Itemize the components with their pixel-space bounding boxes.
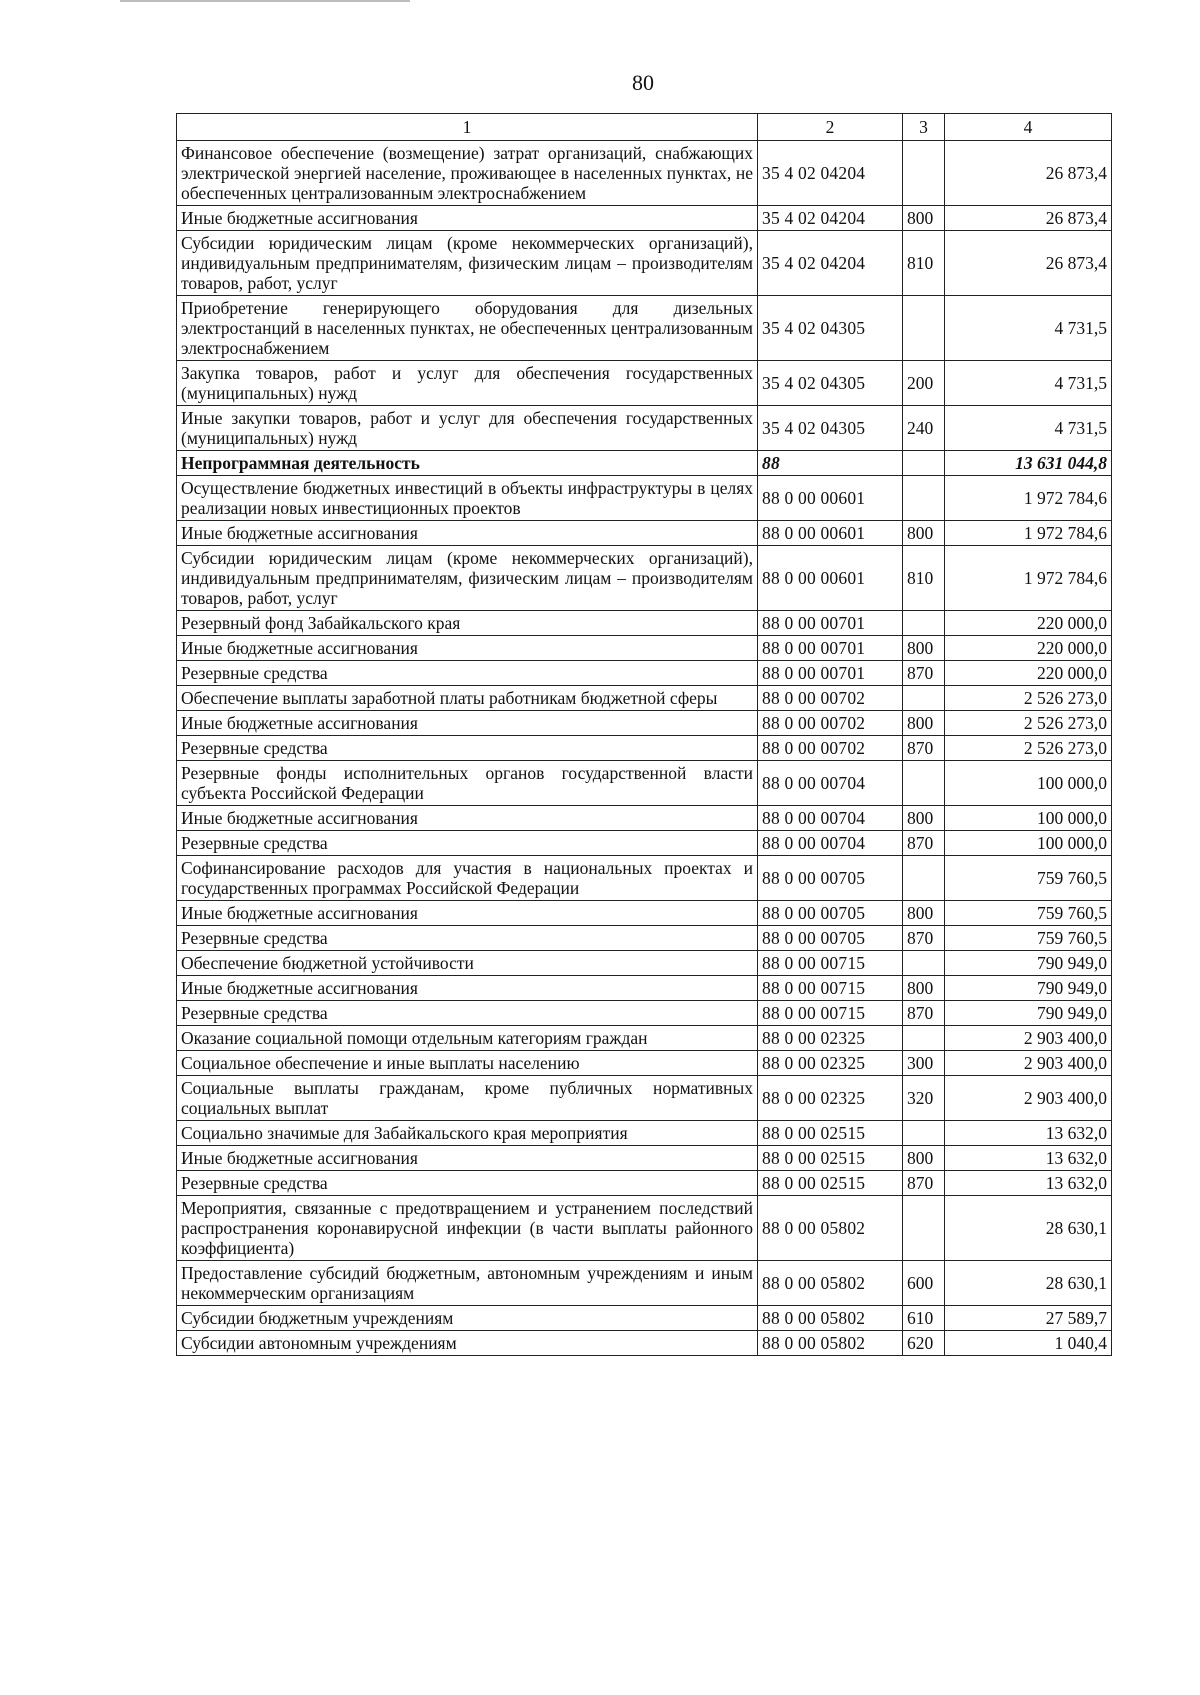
row-type-cell: 600 (903, 1261, 945, 1306)
table-row (177, 296, 1112, 361)
row-type-cell: 870 (903, 1001, 945, 1026)
row-name-cell: Финансовое обеспечение (возмещение) затрат организаций, снабжающих электрической энергией население, проживающее в населенных пунктах, не обеспеченных централизованным электроснабжением (177, 141, 758, 206)
row-code-cell: 88 0 00 00705 (758, 901, 903, 926)
row-name-cell: Непрограммная деятельность (177, 451, 758, 476)
header-col-3: 3 (903, 114, 945, 141)
row-type-cell: 800 (903, 1146, 945, 1171)
row-name-cell: Резервные средства (177, 926, 758, 951)
table-row (177, 1196, 1112, 1261)
row-amount-cell: 2 903 400,0 (945, 1026, 1112, 1051)
row-type-cell: 800 (903, 521, 945, 546)
row-name-cell: Иные бюджетные ассигнования (177, 206, 758, 231)
scan-edge-mark (120, 0, 410, 2)
row-amount-cell: 4 731,5 (945, 361, 1112, 406)
row-code-cell: 88 0 00 02325 (758, 1076, 903, 1121)
row-amount-cell: 220 000,0 (945, 611, 1112, 636)
row-type-cell: 320 (903, 1076, 945, 1121)
row-amount-cell: 27 589,7 (945, 1306, 1112, 1331)
row-amount-cell: 790 949,0 (945, 951, 1112, 976)
table-row (177, 831, 1112, 856)
row-name-cell: Резервные средства (177, 661, 758, 686)
row-type-cell (903, 686, 945, 711)
row-code-cell: 88 0 00 02325 (758, 1051, 903, 1076)
row-type-cell: 800 (903, 636, 945, 661)
row-type-cell (903, 761, 945, 806)
row-name-cell: Предоставление субсидий бюджетным, автономным учреждениям и иным некоммерческим организациям (177, 1261, 758, 1306)
row-amount-cell: 13 632,0 (945, 1171, 1112, 1196)
row-type-cell: 810 (903, 546, 945, 611)
row-type-cell: 300 (903, 1051, 945, 1076)
row-code-cell: 35 4 02 04305 (758, 406, 903, 451)
row-type-cell: 800 (903, 711, 945, 736)
table-row (177, 1306, 1112, 1331)
row-type-cell: 800 (903, 976, 945, 1001)
table-row (177, 476, 1112, 521)
row-code-cell: 88 0 00 02325 (758, 1026, 903, 1051)
row-amount-cell: 13 632,0 (945, 1121, 1112, 1146)
row-amount-cell: 28 630,1 (945, 1261, 1112, 1306)
row-code-cell: 35 4 02 04305 (758, 296, 903, 361)
row-amount-cell: 2 903 400,0 (945, 1051, 1112, 1076)
row-amount-cell: 759 760,5 (945, 856, 1112, 901)
table-row (177, 546, 1112, 611)
row-code-cell: 88 0 00 00705 (758, 926, 903, 951)
row-code-cell: 88 0 00 00702 (758, 686, 903, 711)
row-name-cell: Иные закупки товаров, работ и услуг для обеспечения государственных (муниципальных) нужд (177, 406, 758, 451)
page-number: 80 (632, 70, 654, 95)
row-name-cell: Обеспечение бюджетной устойчивости (177, 951, 758, 976)
row-type-cell: 620 (903, 1331, 945, 1356)
table-row (177, 711, 1112, 736)
row-name-cell: Социальное обеспечение и иные выплаты населению (177, 1051, 758, 1076)
table-row (177, 1121, 1112, 1146)
row-amount-cell: 790 949,0 (945, 1001, 1112, 1026)
row-code-cell: 88 0 00 02515 (758, 1171, 903, 1196)
table-row (177, 1026, 1112, 1051)
row-name-cell: Резервные фонды исполнительных органов государственной власти субъекта Российской Федерации (177, 761, 758, 806)
row-amount-cell: 100 000,0 (945, 831, 1112, 856)
row-type-cell: 870 (903, 831, 945, 856)
table-row (177, 361, 1112, 406)
table-row (177, 231, 1112, 296)
row-name-cell: Субсидии юридическим лицам (кроме некоммерческих организаций), индивидуальным предпринимателям, физическим лицам – производителям товаров, работ, услуг (177, 546, 758, 611)
row-name-cell: Резервные средства (177, 1001, 758, 1026)
table-row (177, 451, 1112, 476)
row-type-cell: 870 (903, 736, 945, 761)
row-amount-cell: 100 000,0 (945, 806, 1112, 831)
table-row (177, 1261, 1112, 1306)
table-row (177, 521, 1112, 546)
row-name-cell: Закупка товаров, работ и услуг для обеспечения государственных (муниципальных) нужд (177, 361, 758, 406)
row-amount-cell: 13 631 044,8 (945, 451, 1112, 476)
table-row (177, 206, 1112, 231)
row-amount-cell: 220 000,0 (945, 636, 1112, 661)
row-name-cell: Иные бюджетные ассигнования (177, 1146, 758, 1171)
row-code-cell: 35 4 02 04204 (758, 231, 903, 296)
row-name-cell: Субсидии бюджетным учреждениям (177, 1306, 758, 1331)
row-code-cell: 88 0 00 00601 (758, 476, 903, 521)
budget-table (176, 113, 1112, 1356)
table-row (177, 1001, 1112, 1026)
row-code-cell: 88 0 00 00705 (758, 856, 903, 901)
row-code-cell: 88 0 00 00601 (758, 521, 903, 546)
row-type-cell (903, 1196, 945, 1261)
row-name-cell: Обеспечение выплаты заработной платы работникам бюджетной сферы (177, 686, 758, 711)
header-row (177, 114, 1112, 141)
table-row (177, 951, 1112, 976)
row-code-cell: 88 0 00 00715 (758, 951, 903, 976)
row-code-cell: 35 4 02 04204 (758, 141, 903, 206)
row-name-cell: Иные бюджетные ассигнования (177, 806, 758, 831)
row-type-cell: 800 (903, 806, 945, 831)
row-amount-cell: 13 632,0 (945, 1146, 1112, 1171)
row-amount-cell: 4 731,5 (945, 296, 1112, 361)
header-col-2: 2 (758, 114, 903, 141)
row-code-cell: 88 (758, 451, 903, 476)
row-amount-cell: 100 000,0 (945, 761, 1112, 806)
table-row (177, 636, 1112, 661)
row-code-cell: 88 0 00 02515 (758, 1121, 903, 1146)
row-amount-cell: 759 760,5 (945, 926, 1112, 951)
row-name-cell: Резервные средства (177, 736, 758, 761)
row-type-cell: 870 (903, 1171, 945, 1196)
row-type-cell: 870 (903, 661, 945, 686)
row-code-cell: 88 0 00 00702 (758, 736, 903, 761)
row-type-cell (903, 856, 945, 901)
row-amount-cell: 1 972 784,6 (945, 546, 1112, 611)
row-amount-cell: 28 630,1 (945, 1196, 1112, 1261)
row-amount-cell: 26 873,4 (945, 231, 1112, 296)
row-type-cell (903, 1121, 945, 1146)
table-row (177, 976, 1112, 1001)
table-row (177, 686, 1112, 711)
table-row (177, 806, 1112, 831)
row-type-cell (903, 451, 945, 476)
row-type-cell: 610 (903, 1306, 945, 1331)
table-row (177, 901, 1112, 926)
row-code-cell: 88 0 00 00701 (758, 636, 903, 661)
row-amount-cell: 1 040,4 (945, 1331, 1112, 1356)
row-code-cell: 88 0 00 00715 (758, 1001, 903, 1026)
table-row (177, 406, 1112, 451)
row-name-cell: Иные бюджетные ассигнования (177, 521, 758, 546)
row-name-cell: Субсидии юридическим лицам (кроме некоммерческих организаций), индивидуальным предпринимателям, физическим лицам – производителям товаров, работ, услуг (177, 231, 758, 296)
table-row (177, 1171, 1112, 1196)
row-code-cell: 88 0 00 00704 (758, 761, 903, 806)
row-amount-cell: 1 972 784,6 (945, 521, 1112, 546)
row-name-cell: Мероприятия, связанные с предотвращением и устранением последствий распространения коронавирусной инфекции (в части выплаты районного коэффициента) (177, 1196, 758, 1261)
row-name-cell: Оказание социальной помощи отдельным категориям граждан (177, 1026, 758, 1051)
header-col-4: 4 (945, 114, 1112, 141)
row-code-cell: 88 0 00 00601 (758, 546, 903, 611)
row-code-cell: 88 0 00 00701 (758, 611, 903, 636)
row-amount-cell: 759 760,5 (945, 901, 1112, 926)
row-code-cell: 35 4 02 04305 (758, 361, 903, 406)
table-row (177, 926, 1112, 951)
header-col-1: 1 (177, 114, 758, 141)
row-type-cell (903, 141, 945, 206)
row-code-cell: 88 0 00 05802 (758, 1196, 903, 1261)
row-name-cell: Иные бюджетные ассигнования (177, 901, 758, 926)
row-name-cell: Софинансирование расходов для участия в национальных проектах и государственных программах Российской Федерации (177, 856, 758, 901)
table-row (177, 761, 1112, 806)
table-row (177, 736, 1112, 761)
row-code-cell: 88 0 00 00704 (758, 831, 903, 856)
row-amount-cell: 1 972 784,6 (945, 476, 1112, 521)
table-row (177, 661, 1112, 686)
row-name-cell: Социальные выплаты гражданам, кроме публичных нормативных социальных выплат (177, 1076, 758, 1121)
row-type-cell: 810 (903, 231, 945, 296)
row-type-cell: 200 (903, 361, 945, 406)
row-name-cell: Иные бюджетные ассигнования (177, 636, 758, 661)
table-row (177, 1076, 1112, 1121)
row-amount-cell: 790 949,0 (945, 976, 1112, 1001)
row-name-cell: Иные бюджетные ассигнования (177, 711, 758, 736)
row-code-cell: 88 0 00 00715 (758, 976, 903, 1001)
row-name-cell: Субсидии автономным учреждениям (177, 1331, 758, 1356)
row-code-cell: 88 0 00 00701 (758, 661, 903, 686)
row-type-cell (903, 1026, 945, 1051)
row-type-cell: 800 (903, 901, 945, 926)
row-code-cell: 88 0 00 00704 (758, 806, 903, 831)
table-body (177, 141, 1112, 1356)
row-name-cell: Социально значимые для Забайкальского края мероприятия (177, 1121, 758, 1146)
table-row (177, 856, 1112, 901)
row-name-cell: Резервные средства (177, 1171, 758, 1196)
row-type-cell (903, 476, 945, 521)
row-type-cell: 240 (903, 406, 945, 451)
row-amount-cell: 2 526 273,0 (945, 686, 1112, 711)
row-code-cell: 35 4 02 04204 (758, 206, 903, 231)
row-type-cell: 800 (903, 206, 945, 231)
table-row (177, 611, 1112, 636)
row-type-cell (903, 611, 945, 636)
row-code-cell: 88 0 00 05802 (758, 1306, 903, 1331)
row-amount-cell: 2 903 400,0 (945, 1076, 1112, 1121)
row-code-cell: 88 0 00 00702 (758, 711, 903, 736)
row-name-cell: Резервный фонд Забайкальского края (177, 611, 758, 636)
row-name-cell: Приобретение генерирующего оборудования для дизельных электростанций в населенных пунктах, не обеспеченных централизованным электроснабжением (177, 296, 758, 361)
table-row (177, 1146, 1112, 1171)
row-type-cell (903, 951, 945, 976)
row-amount-cell: 26 873,4 (945, 206, 1112, 231)
row-code-cell: 88 0 00 02515 (758, 1146, 903, 1171)
row-amount-cell: 2 526 273,0 (945, 711, 1112, 736)
row-code-cell: 88 0 00 05802 (758, 1261, 903, 1306)
table-row (177, 141, 1112, 206)
row-amount-cell: 2 526 273,0 (945, 736, 1112, 761)
row-amount-cell: 4 731,5 (945, 406, 1112, 451)
table-row (177, 1331, 1112, 1356)
row-amount-cell: 26 873,4 (945, 141, 1112, 206)
row-amount-cell: 220 000,0 (945, 661, 1112, 686)
row-code-cell: 88 0 00 05802 (758, 1331, 903, 1356)
table-row (177, 1051, 1112, 1076)
row-name-cell: Иные бюджетные ассигнования (177, 976, 758, 1001)
row-name-cell: Осуществление бюджетных инвестиций в объекты инфраструктуры в целях реализации новых инвестиционных проектов (177, 476, 758, 521)
row-type-cell: 870 (903, 926, 945, 951)
row-type-cell (903, 296, 945, 361)
row-name-cell: Резервные средства (177, 831, 758, 856)
